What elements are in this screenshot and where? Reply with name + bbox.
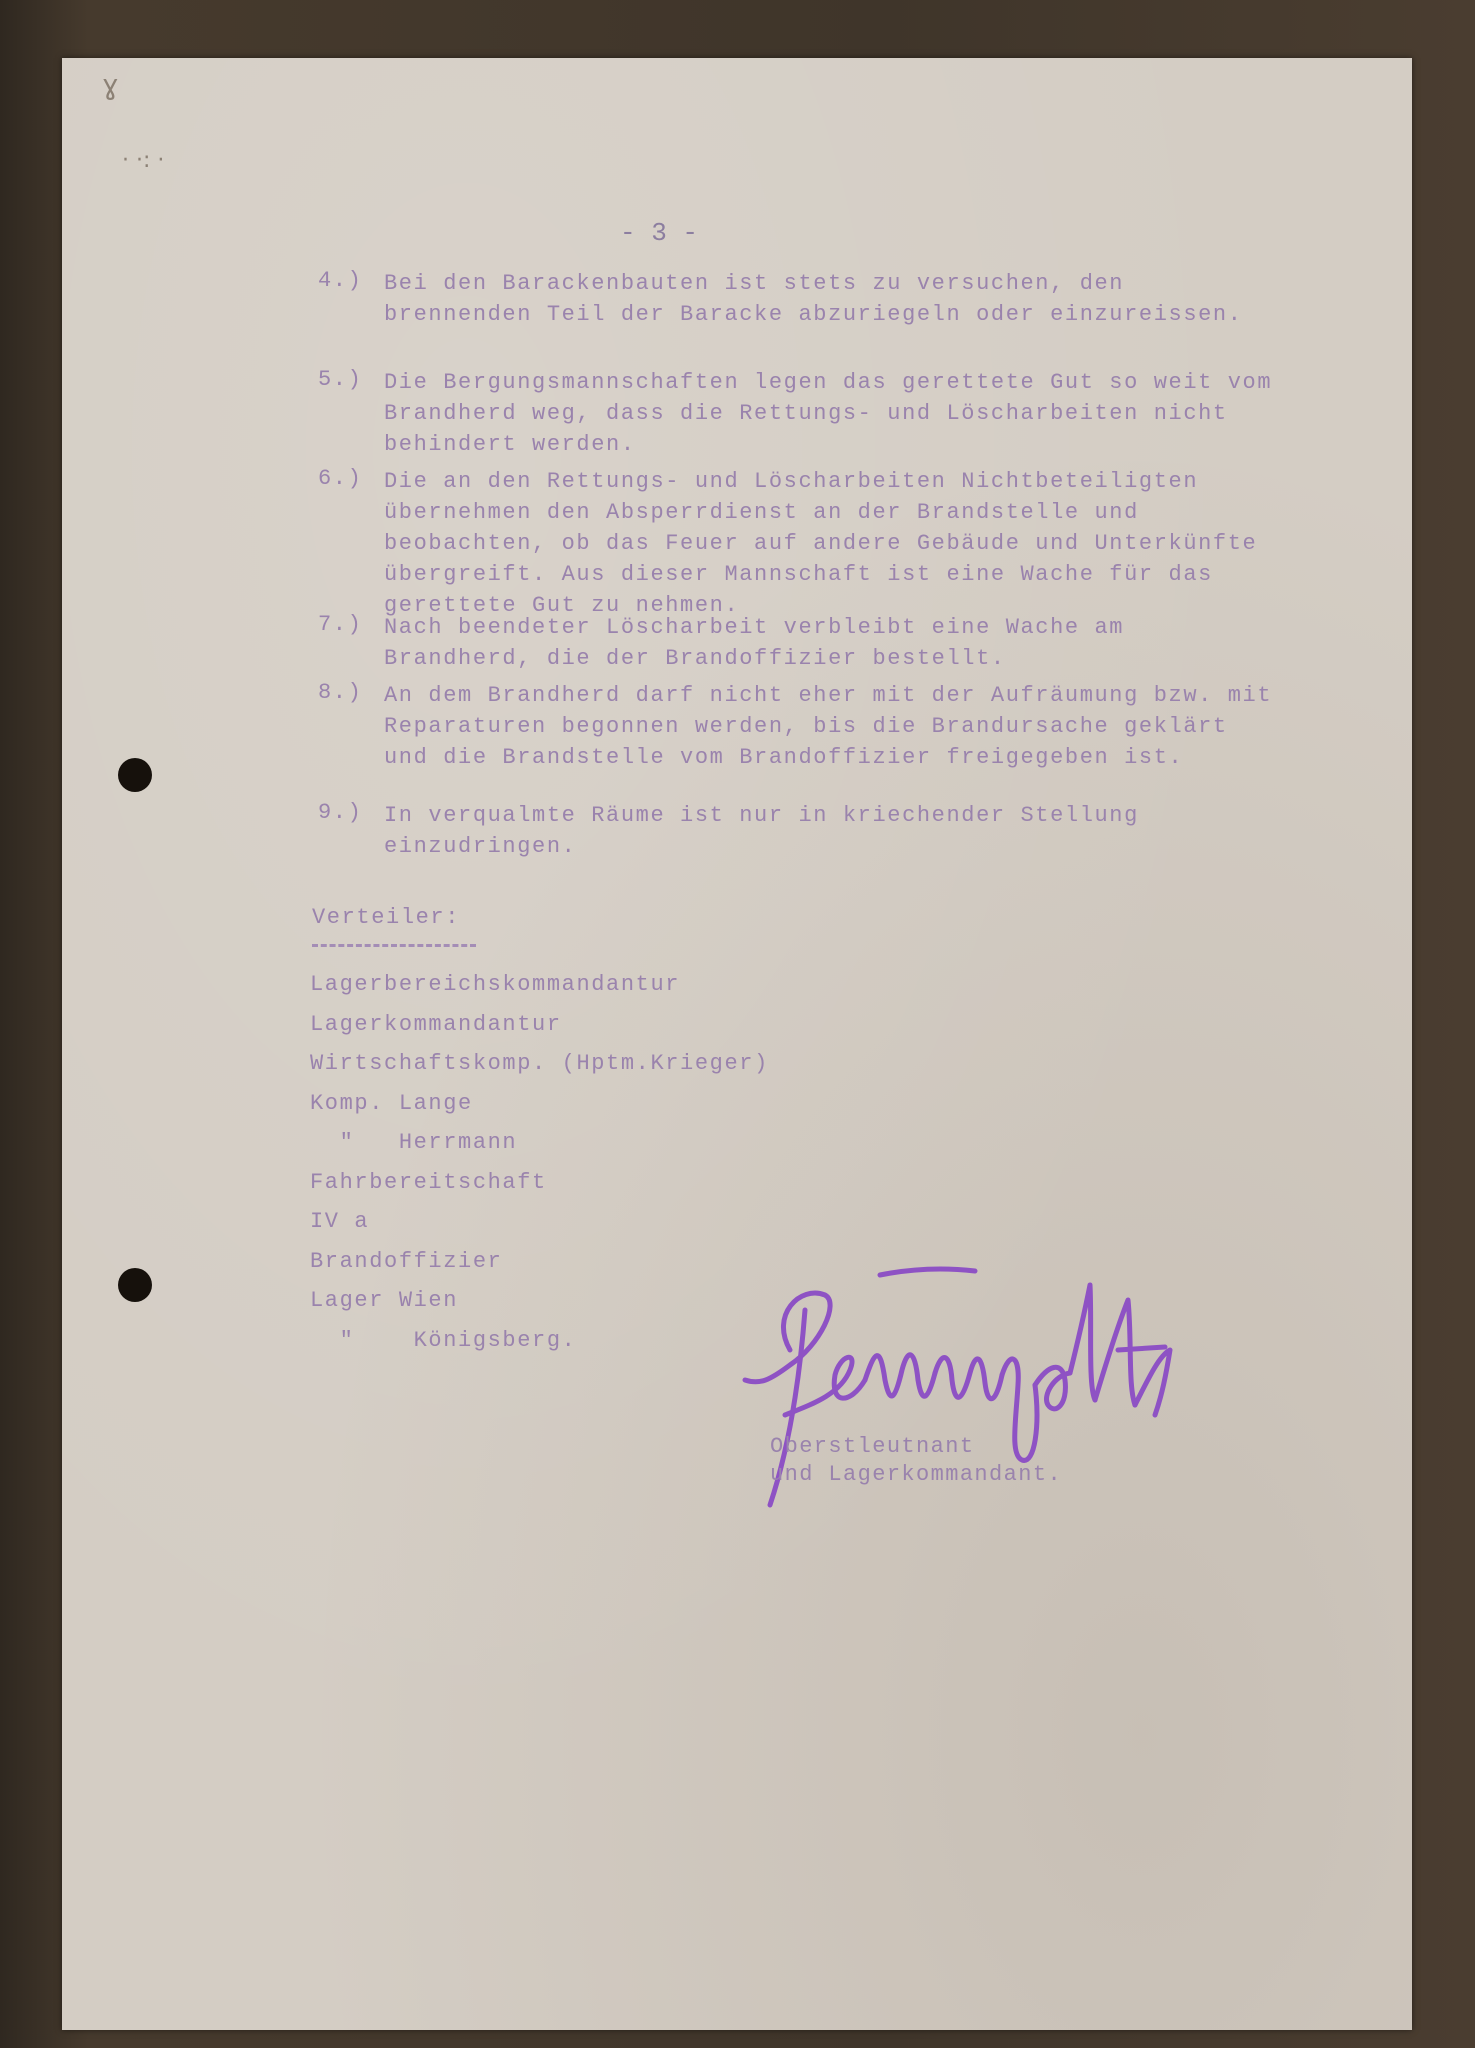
instruction-item-7 [318,612,1278,682]
item-number: 6.) [318,466,363,491]
instruction-item-9 [318,800,1278,870]
page-number: - 3 - [620,218,699,248]
instruction-item-5 [318,367,1278,457]
recipient: Komp. Lange [310,1090,473,1116]
item-text: Nach beendeter Löscharbeit verbleibt eine Wache am Brandherd, die der Brandoffizier bestellt. [384,615,1125,671]
distribution-heading-underline [312,944,476,947]
instruction-item-6 [318,466,1278,618]
item-number: 4.) [318,268,363,293]
distribution-list [310,965,769,1360]
recipient: Fahrbereitschaft [310,1169,547,1195]
instruction-item-4 [318,268,1278,348]
corner-fold-mark: ɣ [102,68,119,101]
recipient: Lagerbereichskommandantur [310,972,681,997]
punch-hole-bottom [118,1268,152,1302]
item-text: Die Bergungsmannschaften legen das gerettete Gut so weit vom Brandherd weg, dass die Rettungs- und Löscharbeiten nicht behindert werden. [384,370,1273,457]
signer-title-line-1: Oberstleutnant [770,1434,975,1459]
item-text: Bei den Barackenbauten ist stets zu versuchen, den brennenden Teil der Baracke abzuriegeln oder einzureissen. [384,271,1243,327]
signer-title [770,1433,1062,1489]
item-number: 7.) [318,612,363,637]
item-text: An dem Brandherd darf nicht eher mit der Aufräumung bzw. mit Reparaturen begonnen werden, bis die Brandursache geklärt und die Brandstelle vom Brandoffizier freigegeben ist. [384,683,1273,770]
staple-marks: · ·: · [122,148,165,173]
signer-title-line-2: und Lagerkommandant. [770,1462,1063,1487]
item-text: In verqualmte Räume ist nur in kriechender Stellung einzudringen. [384,803,1139,859]
recipient: Lagerkommandantur [310,1011,562,1037]
recipient: IV a [310,1209,370,1234]
recipient: Brandoffizier [310,1248,503,1274]
distribution-heading: Verteiler: [312,905,461,930]
item-number: 9.) [318,800,363,825]
item-number: 8.) [318,680,363,705]
instruction-item-8 [318,680,1278,780]
item-text: Die an den Rettungs- und Löscharbeiten Nichtbeteiligten übernehmen den Absperrdienst an der Brandstelle und beobachten, ob das Feuer auf andere Gebäude und Unterkünfte übergreift. Aus dieser Mannschaft ist eine Wache für das gerettete Gut zu nehmen. [384,469,1258,618]
recipient: Lager Wien [310,1288,459,1313]
recipient: " Königsberg. [310,1327,577,1353]
item-number: 5.) [318,367,363,392]
recipient: " Herrmann [310,1130,518,1155]
punch-hole-top [118,758,152,792]
recipient: Wirtschaftskomp. (Hptm.Krieger) [310,1051,769,1076]
